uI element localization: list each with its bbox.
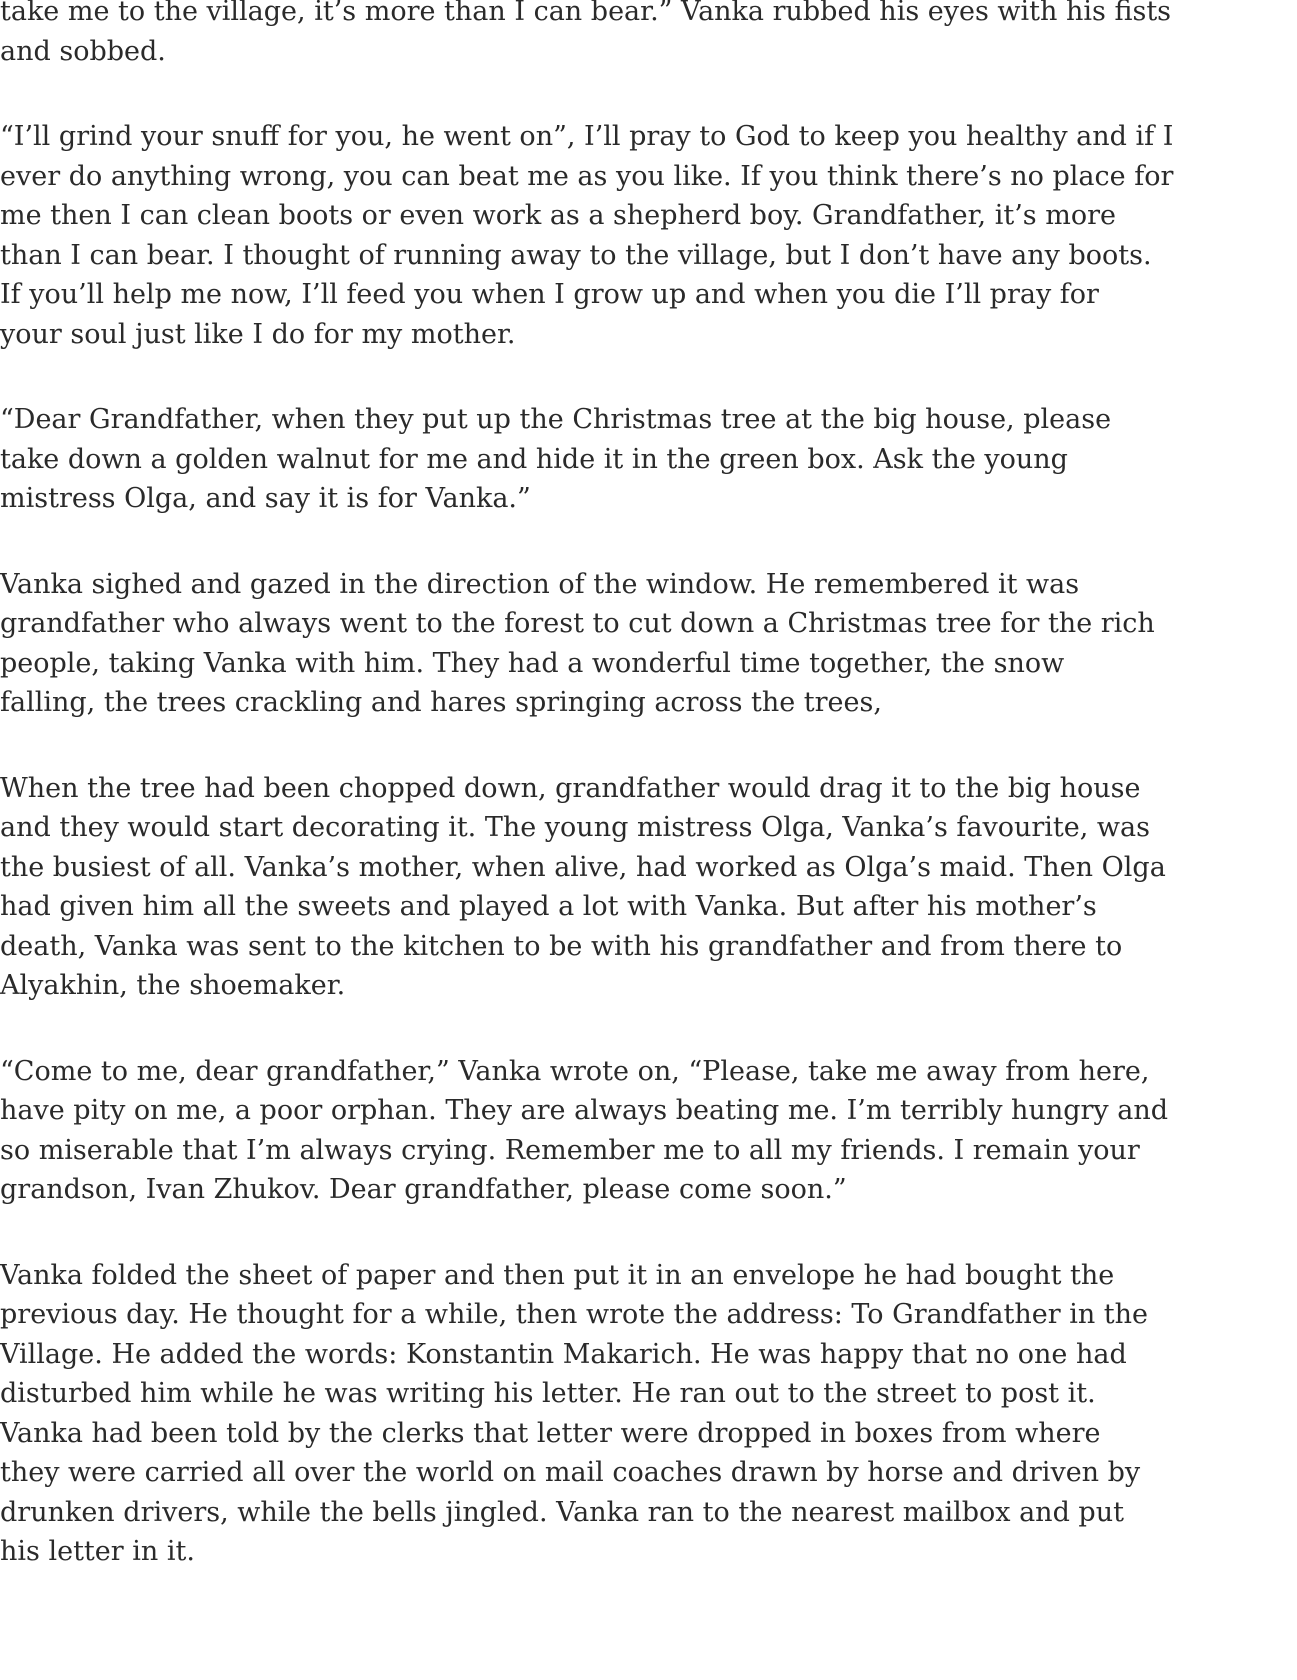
text-line: have pity on me, a poor orphan. They are always beating me. I’m terribly hungry and	[0, 1095, 1169, 1126]
text-line: disturbed him while he was writing his letter. He ran out to the street to post it.	[0, 1378, 1096, 1409]
paragraph	[0, 0, 1297, 71]
text-line: Village. He added the words: Konstantin Makarich. He was happy that no one had	[0, 1338, 1127, 1370]
text-line: take me to the village, it’s more than I can bear.” Vanka rubbed his eyes with his fists	[0, 0, 1172, 27]
text-line: mistress Olga, and say it is for Vanka.”	[0, 483, 531, 514]
text-line: Vanka had been told by the clerks that letter were dropped in boxes from where	[0, 1417, 1101, 1449]
paragraph	[0, 1256, 1297, 1572]
text-line: Vanka folded the sheet of paper and then put it in an envelope he had bought the	[0, 1259, 1115, 1291]
text-line: falling, the trees crackling and hares springing across the trees,	[0, 687, 882, 718]
text-line: your soul just like I do for my mother.	[0, 318, 516, 350]
text-line: “Come to me, dear grandfather,” Vanka wrote on, “Please, take me away from here,	[0, 1055, 1150, 1087]
text-line: take down a golden walnut for me and hide it in the green box. Ask the young	[0, 443, 1068, 475]
paragraph	[0, 400, 1297, 519]
text-line: and they would start decorating it. The young mistress Olga, Vanka’s favourite, was	[0, 812, 1150, 843]
text-line: death, Vanka was sent to the kitchen to be with his grandfather and from there to	[0, 930, 1123, 962]
text-line: “Dear Grandfather, when they put up the Christmas tree at the big house, please	[0, 404, 1112, 435]
text-line: “I’ll grind your snuff for you, he went on”, I’ll pray to God to keep you healthy and if I	[0, 121, 1174, 152]
text-line: Alyakhin, the shoemaker.	[0, 970, 346, 1001]
paragraph	[0, 565, 1297, 723]
text-line: people, taking Vanka with him. They had a wonderful time together, the snow	[0, 647, 1065, 679]
text-line: than I can bear. I thought of running away to the village, but I don’t have any boots.	[0, 239, 1152, 271]
text-line: they were carried all over the world on mail coaches drawn by horse and driven by	[0, 1457, 1141, 1488]
text-line: the busiest of all. Vanka’s mother, when alive, had worked as Olga’s maid. Then Olga	[0, 851, 1166, 883]
text-line: If you’ll help me now, I’ll feed you when I grow up and when you die I’ll pray for	[0, 279, 1099, 310]
paragraph	[0, 769, 1297, 1006]
text-line: grandson, Ivan Zhukov. Dear grandfather, please come soon.”	[0, 1174, 847, 1205]
text-line: so miserable that I’m always crying. Remember me to all my friends. I remain your	[0, 1134, 1140, 1166]
text-line: grandfather who always went to the forest to cut down a Christmas tree for the rich	[0, 608, 1155, 639]
text-line: and sobbed.	[0, 35, 166, 67]
text-line: Vanka sighed and gazed in the direction of the window. He remembered it was	[0, 568, 1080, 600]
text-line: me then I can clean boots or even work as a shepherd boy. Grandfather, it’s more	[0, 200, 1116, 231]
text-line: had given him all the sweets and played a lot with Vanka. But after his mother’s	[0, 891, 1097, 922]
text-line: previous day. He thought for a while, then wrote the address: To Grandfather in the	[0, 1299, 1149, 1330]
text-line: When the tree had been chopped down, grandfather would drag it to the big house	[0, 772, 1141, 804]
text-line: his letter in it.	[0, 1536, 195, 1567]
text-line: ever do anything wrong, you can beat me as you like. If you think there’s no place for	[0, 160, 1174, 192]
paragraph	[0, 1052, 1297, 1210]
paragraph	[0, 117, 1297, 354]
text-line: drunken drivers, while the bells jingled. Vanka ran to the nearest mailbox and put	[0, 1496, 1124, 1528]
